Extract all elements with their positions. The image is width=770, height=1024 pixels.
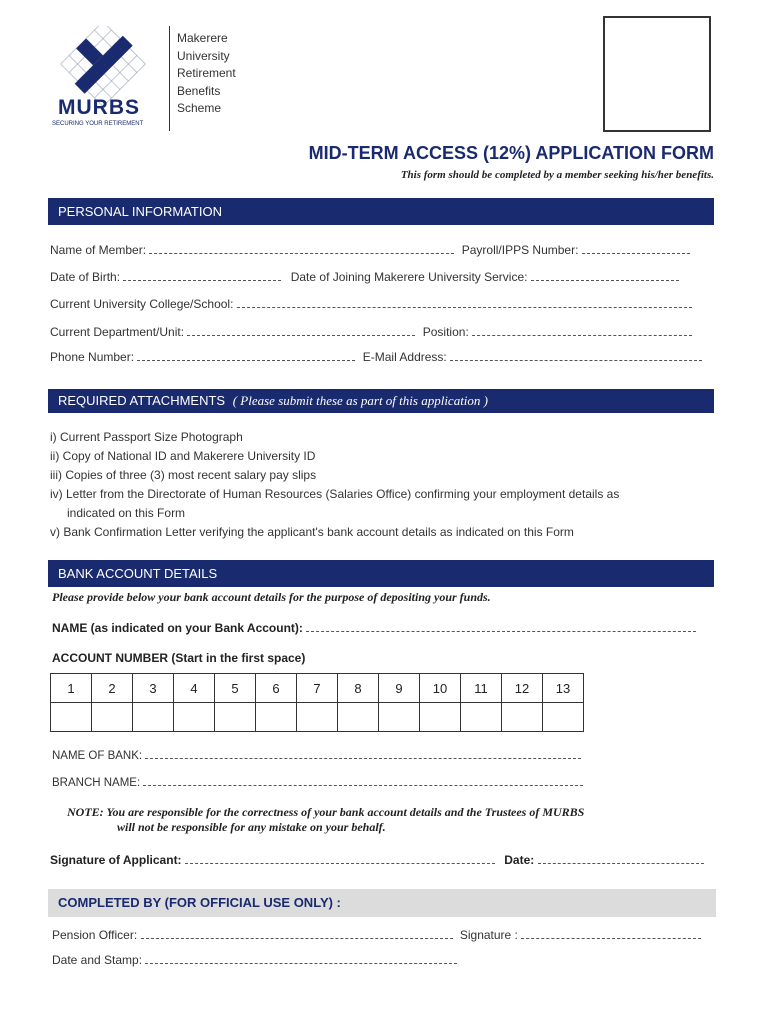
attachment-item: iii) Copies of three (3) most recent salary pay slips [50,468,317,482]
bank-note [67,805,584,835]
branch-name-row [52,775,583,789]
digit-position-label: 7 [297,674,338,703]
joining-date-label: Date of Joining Makerere University Service: [290,270,528,284]
attachment-item: iv) Letter from the Directorate of Human Resources (Salaries Office) confirming your employment details as [50,487,620,501]
bank-name-row [52,748,581,762]
pension-officer-row [52,928,701,942]
personal-heading-text: PERSONAL INFORMATION [58,204,222,219]
phone-row [50,350,702,364]
digit-position-label: 1 [51,674,92,703]
branch-name-field[interactable] [143,775,583,786]
account-name-label: NAME (as indicated on your Bank Account): [52,621,303,635]
department-row [50,325,692,339]
joining-date-field[interactable] [531,270,679,281]
date-stamp-row [52,953,457,967]
applicant-signature-field[interactable] [185,853,495,864]
branch-name-label: BRANCH NAME: [52,777,141,789]
official-signature-field[interactable] [521,928,701,939]
org-name-line: University [177,48,230,63]
logo-tagline: SECURING YOUR RETIREMENT [52,121,144,127]
digit-position-label: 9 [379,674,420,703]
account-digit-input[interactable] [174,703,215,732]
account-digit-input[interactable] [379,703,420,732]
date-stamp-label: Date and Stamp: [52,953,143,967]
account-name-row [52,621,696,635]
murbs-logo [48,26,158,130]
department-label: Current Department/Unit: [50,325,185,339]
bank-note-line: will not be responsible for any mistake on your behalf. [117,820,386,834]
account-digit-input[interactable] [461,703,502,732]
account-digit-input[interactable] [502,703,543,732]
digit-position-label: 10 [420,674,461,703]
pension-officer-label: Pension Officer: [52,928,138,942]
applicant-signature-row [50,853,704,867]
account-digit-input-row [51,703,584,732]
email-field[interactable] [450,350,702,361]
personal-information-heading [48,198,714,225]
attachments-heading-note: ( Please submit these as part of this application ) [232,393,489,408]
account-digit-input[interactable] [297,703,338,732]
passport-photo-box[interactable] [603,16,711,132]
bank-name-field[interactable] [145,748,581,759]
official-signature-label: Signature : [459,928,518,942]
member-name-field[interactable] [149,243,454,254]
payroll-label: Payroll/IPPS Number: [461,243,579,257]
dob-row [50,270,679,284]
account-digit-input[interactable] [92,703,133,732]
applicant-date-label: Date: [504,853,535,867]
attachment-item: i) Current Passport Size Photograph [50,430,243,444]
account-digit-input[interactable] [543,703,584,732]
member-name-label: Name of Member: [50,243,147,257]
org-name-line: Benefits [177,83,221,98]
phone-label: Phone Number: [50,350,135,364]
digit-position-label: 11 [461,674,502,703]
official-use-heading [48,889,716,917]
digit-position-label: 2 [92,674,133,703]
logo-text: MURBS [58,96,140,119]
account-digit-input[interactable] [420,703,461,732]
account-digit-input[interactable] [256,703,297,732]
college-row [50,297,692,311]
position-field[interactable] [472,325,692,336]
member-name-row [50,243,690,257]
account-number-grid [50,673,584,732]
bank-name-label: NAME OF BANK: [52,750,143,762]
account-digit-input[interactable] [338,703,379,732]
org-name-line: Scheme [177,101,222,116]
bank-note-line: NOTE: You are responsible for the correctness of your bank account details and the Trustees of MURBS [67,805,585,819]
pension-officer-field[interactable] [141,928,453,939]
logo-divider [169,26,170,131]
digit-position-label: 13 [543,674,584,703]
dob-label: Date of Birth: [50,270,121,284]
digit-position-label: 8 [338,674,379,703]
bank-intro: Please provide below your bank account details for the purpose of depositing your funds. [52,590,491,604]
attachment-item-continued: indicated on this Form [67,506,186,520]
account-digit-input[interactable] [133,703,174,732]
attachment-item: ii) Copy of National ID and Makerere University ID [50,449,316,463]
account-digit-input[interactable] [51,703,92,732]
org-name [177,30,236,118]
email-label: E-Mail Address: [362,350,447,364]
position-label: Position: [422,325,469,339]
account-name-field[interactable] [306,621,696,632]
account-number-label: ACCOUNT NUMBER (Start in the first space) [52,651,306,665]
account-digit-input[interactable] [215,703,256,732]
dob-field[interactable] [123,270,281,281]
org-name-line: Retirement [177,66,236,81]
digit-position-label: 4 [174,674,215,703]
required-attachments-heading [48,389,714,413]
phone-field[interactable] [137,350,355,361]
account-digit-header-row [51,674,584,703]
date-stamp-field[interactable] [145,953,457,964]
applicant-date-field[interactable] [538,853,704,864]
official-heading-text: COMPLETED BY (FOR OFFICIAL USE ONLY) : [58,895,341,910]
org-name-line: Makerere [177,31,228,45]
form-subtitle: This form should be completed by a member seeking his/her benefits. [400,169,714,181]
digit-position-label: 3 [133,674,174,703]
bank-heading-text: BANK ACCOUNT DETAILS [58,566,218,581]
applicant-signature-label: Signature of Applicant: [50,853,182,867]
department-field[interactable] [187,325,415,336]
college-label: Current University College/School: [50,297,234,311]
digit-position-label: 12 [502,674,543,703]
digit-position-label: 6 [256,674,297,703]
attachments-heading-text: REQUIRED ATTACHMENTS [58,393,226,408]
bank-details-heading [48,560,714,587]
college-field[interactable] [237,297,692,308]
digit-position-label: 5 [215,674,256,703]
payroll-field[interactable] [582,243,690,254]
form-title: MID-TERM ACCESS (12%) APPLICATION FORM [308,143,714,163]
attachment-item: v) Bank Confirmation Letter verifying the applicant's bank account details as indicated on this Form [50,525,574,539]
